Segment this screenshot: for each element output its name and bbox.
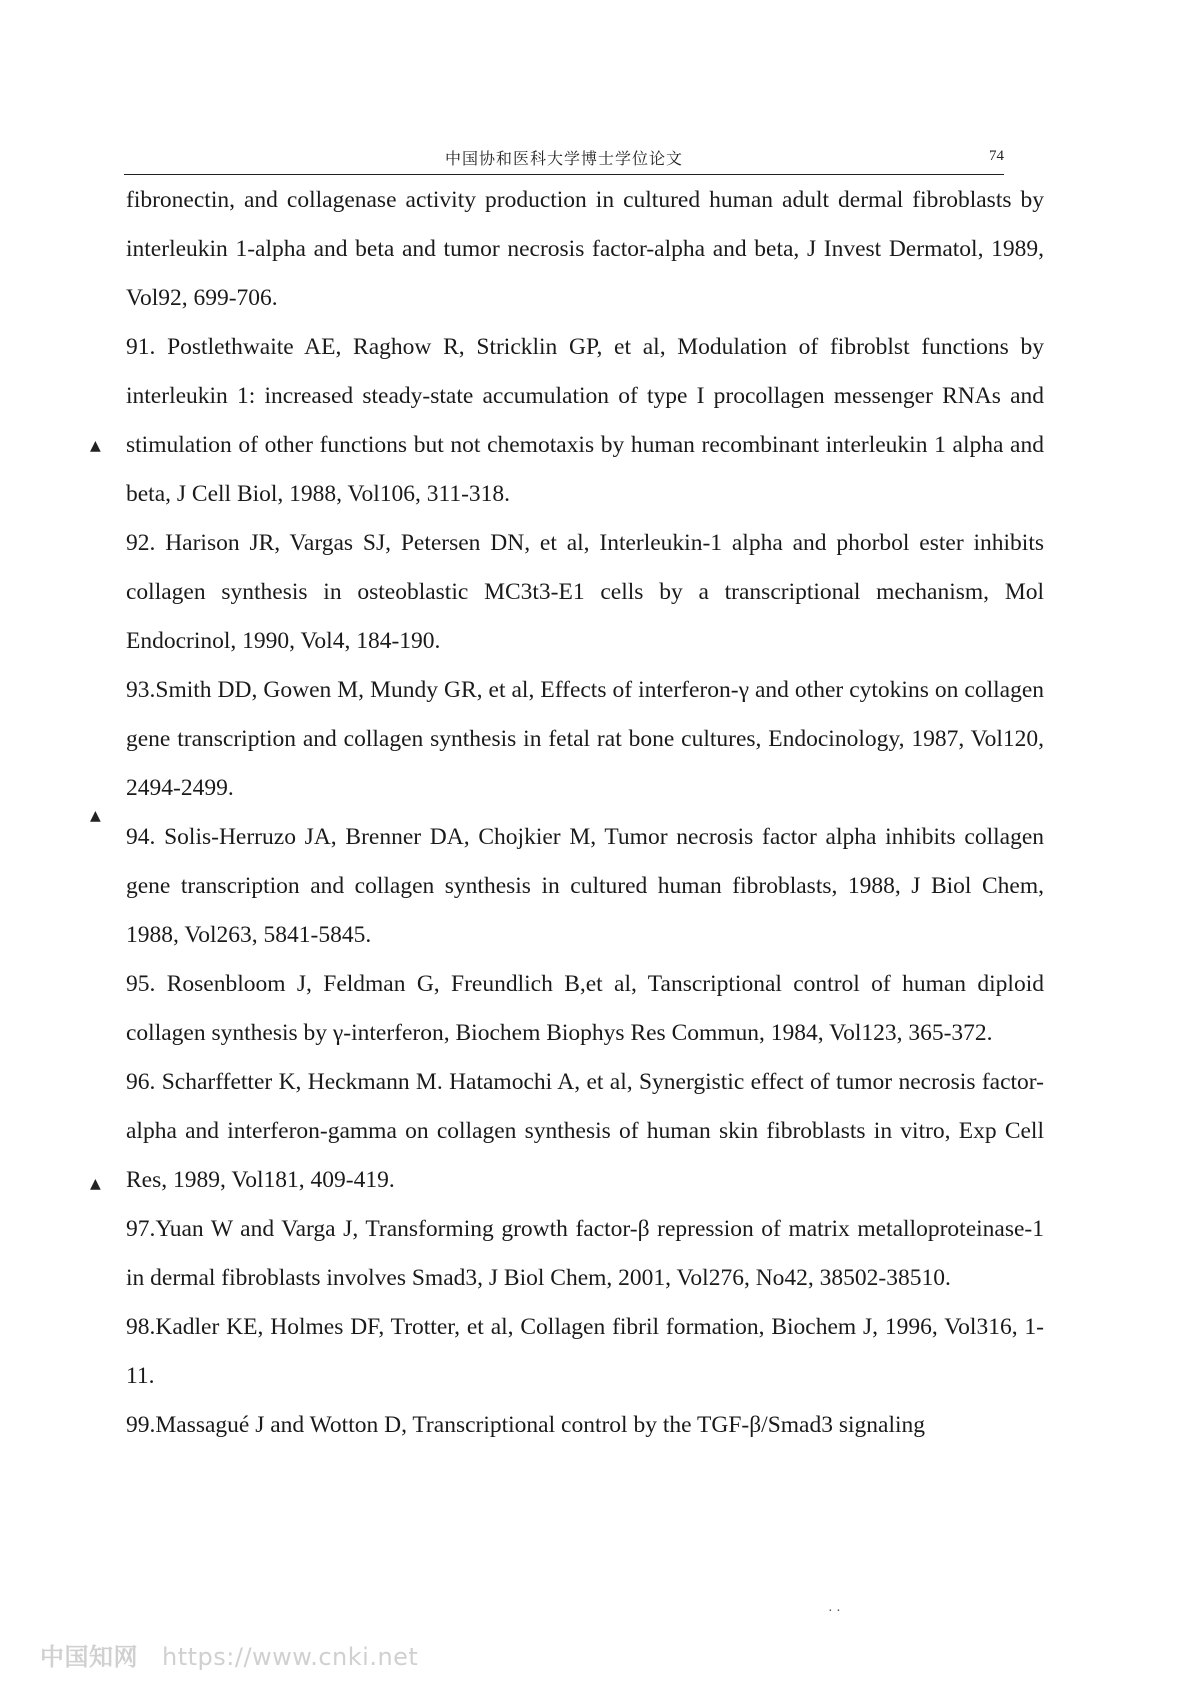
reference-list (126, 176, 1044, 1450)
page-header (124, 144, 1004, 175)
reference-item: 92. Harison JR, Vargas SJ, Petersen DN, et al, Interleukin-1 alpha and phorbol ester inhibits collagen synthesis in osteoblastic MC3t3-E1 cells by a transcriptional mechanism, Mol Endocrinol, 1990, Vol4, 184-190. (126, 530, 1044, 654)
reference-item: 94. Solis-Herruzo JA, Brenner DA, Chojkier M, Tumor necrosis factor alpha inhibits collagen gene transcription and collagen synthesis in cultured human fibroblasts, 1988, J Biol Chem, 1988, Vol263, 5841-5845. (126, 824, 1044, 948)
page-number: 74 (989, 148, 1004, 164)
running-title: 中国协和医科大学博士学位论文 (444, 149, 683, 168)
scan-dots: · · (828, 1604, 841, 1619)
reference-item: 96. Scharffetter K, Heckmann M. Hatamochi A, et al, Synergistic effect of tumor necrosis factor-alpha and interferon-gamma on collagen synthesis of human skin fibroblasts in vitro, Exp Cell Res, 1989, Vol181, 409-419. (126, 1069, 1044, 1193)
reference-item: 91. Postlethwaite AE, Raghow R, Stricklin GP, et al, Modulation of fibroblst functions by interleukin 1: increased steady-state accumulation of type I procollagen messenger RNAs and stimulation of other functions but not chemotaxis by human recombinant interleukin 1 alpha and beta, J Cell Biol, 1988, Vol106, 311-318. (126, 334, 1044, 507)
reference-item: 93.Smith DD, Gowen M, Mundy GR, et al, Effects of interferon-γ and other cytokins on collagen gene transcription and collagen synthesis in fetal rat bone cultures, Endocinology, 1987, Vol120, 2494-2499. (126, 677, 1044, 801)
scan-mark: ▲ (90, 808, 101, 824)
scan-mark: ▲ (90, 1176, 101, 1192)
reference-item: fibronectin, and collagenase activity production in cultured human adult dermal fibroblasts by interleukin 1-alpha and beta and tumor necrosis factor-alpha and beta, J Invest Dermatol, 1989, Vol92, 699-706. (126, 187, 1044, 311)
scan-mark: ▲ (90, 438, 101, 454)
reference-item: 99.Massagué J and Wotton D, Transcriptional control by the TGF-β/Smad3 signaling (126, 1412, 926, 1438)
reference-item: 98.Kadler KE, Holmes DF, Trotter, et al, Collagen fibril formation, Biochem J, 1996, Vol316, 1-11. (126, 1314, 1044, 1389)
reference-item: 95. Rosenbloom J, Feldman G, Freundlich B,et al, Tanscriptional control of human diploid collagen synthesis by γ-interferon, Biochem Biophys Res Commun, 1984, Vol123, 365-372. (126, 971, 1044, 1046)
watermark-site-name: 中国知网 (40, 1643, 138, 1671)
reference-item: 97.Yuan W and Varga J, Transforming growth factor-β repression of matrix metalloproteinase-1 in dermal fibroblasts involves Smad3, J Biol Chem, 2001, Vol276, No42, 38502-38510. (126, 1216, 1044, 1291)
watermark-url: https://www.cnki.net (162, 1643, 419, 1671)
cnki-watermark (40, 1637, 418, 1672)
